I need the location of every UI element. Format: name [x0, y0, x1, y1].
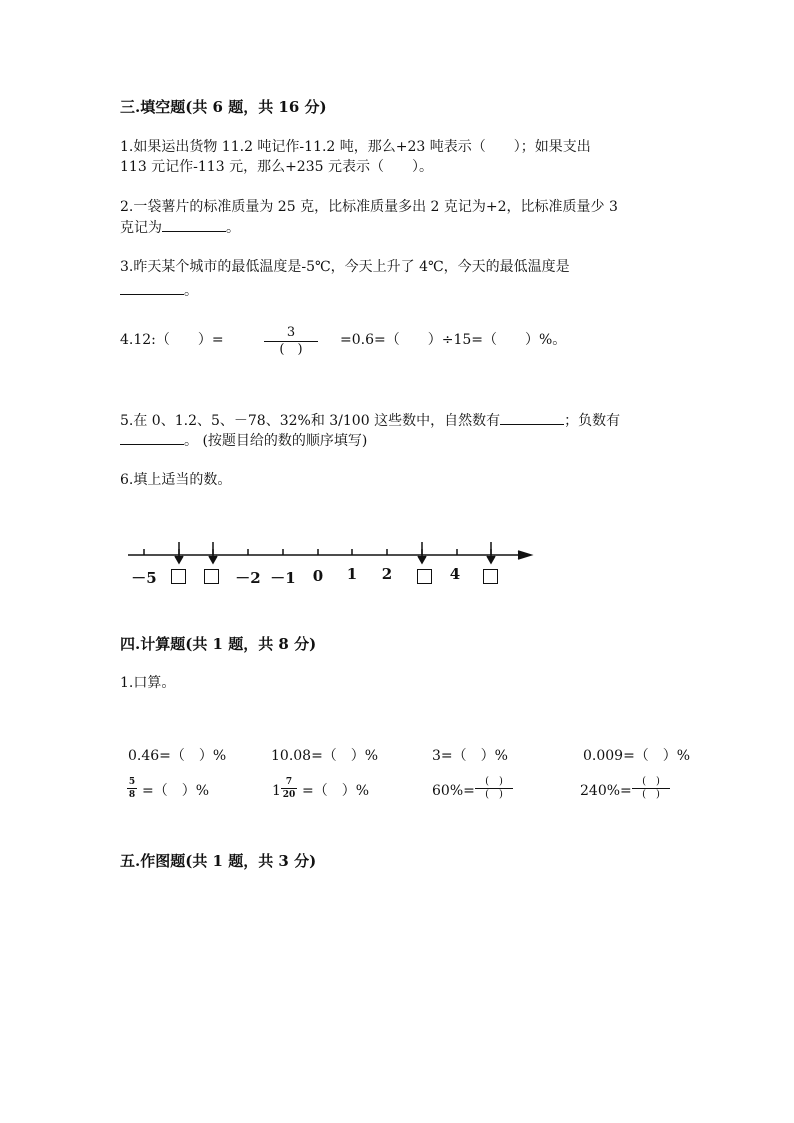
calc-r2-c2-fraction — [281, 777, 297, 800]
calc-r2-c2-whole: 1 — [272, 783, 281, 799]
calc-r2-c2-bar — [281, 788, 297, 789]
calc-r2-c4-pre: 240%= — [580, 783, 632, 799]
calc-r2-c4-den[interactable]: ( ) — [642, 789, 660, 800]
q4-frac-den[interactable]: ( ) — [279, 342, 303, 357]
q5-line1-post: ；负数有 — [564, 413, 621, 429]
down-arrow-icon — [175, 542, 183, 563]
calc-r2-c3-pre: 60%= — [432, 783, 475, 799]
calc-r2-c3-fraction[interactable] — [475, 777, 513, 800]
nl-label-m2: －2 — [235, 569, 261, 587]
calc-r2-c1-tail[interactable]: =（ ）% — [142, 783, 210, 799]
calc-r2-c1-bar — [127, 788, 137, 789]
calc-r1-c3[interactable]: 3=（ ）% — [432, 748, 508, 764]
section-3-title: 三.填空题(共 6 题，共 16 分) — [120, 98, 327, 116]
q2-line2-pre: 克记为 — [120, 220, 162, 236]
nl-answer-box-4[interactable] — [483, 569, 498, 584]
q2-line2-post: 。 — [226, 220, 240, 236]
q3-line1: 3.昨天某个城市的最低温度是-5℃，今天上升了 4℃，今天的最低温度是 — [120, 259, 570, 275]
nl-label-4: 4 — [449, 565, 461, 583]
calc-r2-c4-fraction[interactable] — [632, 777, 670, 800]
calc-r2-c1-den: 8 — [128, 790, 136, 800]
q5-line1-pre: 5.在 0、1.2、5、－78、32%和 3/100 这些数中，自然数有 — [120, 413, 501, 429]
q6-text: 6.填上适当的数。 — [120, 472, 232, 488]
q3-line2-post: 。 — [184, 283, 198, 299]
nl-answer-box-3[interactable] — [417, 569, 432, 584]
calc-r1-c4[interactable]: 0.009=（ ）% — [583, 748, 691, 764]
section-5-title: 五.作图题(共 1 题，共 3 分) — [120, 852, 317, 870]
calc-r1-c1[interactable]: 0.46=（ ）% — [128, 748, 227, 764]
q1-line2: 113 元记作-113 元，那么+235 元表示（ ）。 — [120, 159, 433, 175]
calc-r2-c4-num[interactable]: ( ) — [642, 776, 660, 787]
nl-label-0: 0 — [312, 567, 324, 585]
nl-label-1: 1 — [346, 565, 358, 583]
down-arrow-icon — [418, 542, 426, 563]
q2-line1: 2.一袋薯片的标准质量为 25 克，比标准质量多出 2 克记为+2，比标准质量少 3 — [120, 199, 618, 215]
calc-r2-c1-num: 5 — [128, 777, 136, 787]
calc-r2-c2-tail[interactable]: =（ ）% — [302, 783, 370, 799]
calc-r2-c2-den: 20 — [282, 790, 296, 800]
q4-frac-num: 3 — [286, 325, 296, 340]
q4-part1: 4.12:（ ）= — [120, 332, 224, 348]
nl-answer-box-1[interactable] — [171, 569, 186, 584]
number-line-arrowhead — [518, 551, 531, 559]
nl-answer-box-2[interactable] — [204, 569, 219, 584]
nl-label-m1: －1 — [270, 569, 296, 587]
nl-label-m5: －5 — [131, 569, 157, 587]
calc-r2-c3-num[interactable]: ( ) — [485, 776, 503, 787]
calc-r1-c2[interactable]: 10.08=（ ）% — [271, 748, 379, 764]
section-4-title: 四.计算题(共 1 题，共 8 分) — [120, 635, 317, 653]
down-arrow-icon — [487, 542, 495, 563]
calc-r2-c2-num: 7 — [285, 777, 293, 787]
down-arrow-icon — [209, 542, 217, 563]
nl-label-2: 2 — [381, 565, 393, 583]
q1-line1: 1.如果运出货物 11.2 吨记作-11.2 吨，那么+23 吨表示（ ）；如果支出 — [120, 139, 591, 155]
calc-r2-c3-den[interactable]: ( ) — [485, 789, 503, 800]
s4-q1-text: 1.口算。 — [120, 675, 176, 691]
calc-r2-c1-fraction — [127, 777, 137, 800]
q4-part2: =0.6=（ ）÷15=（ ）%。 — [340, 332, 567, 348]
q5-line2-post: 。 (按题目给的数的顺序填写) — [184, 433, 368, 449]
